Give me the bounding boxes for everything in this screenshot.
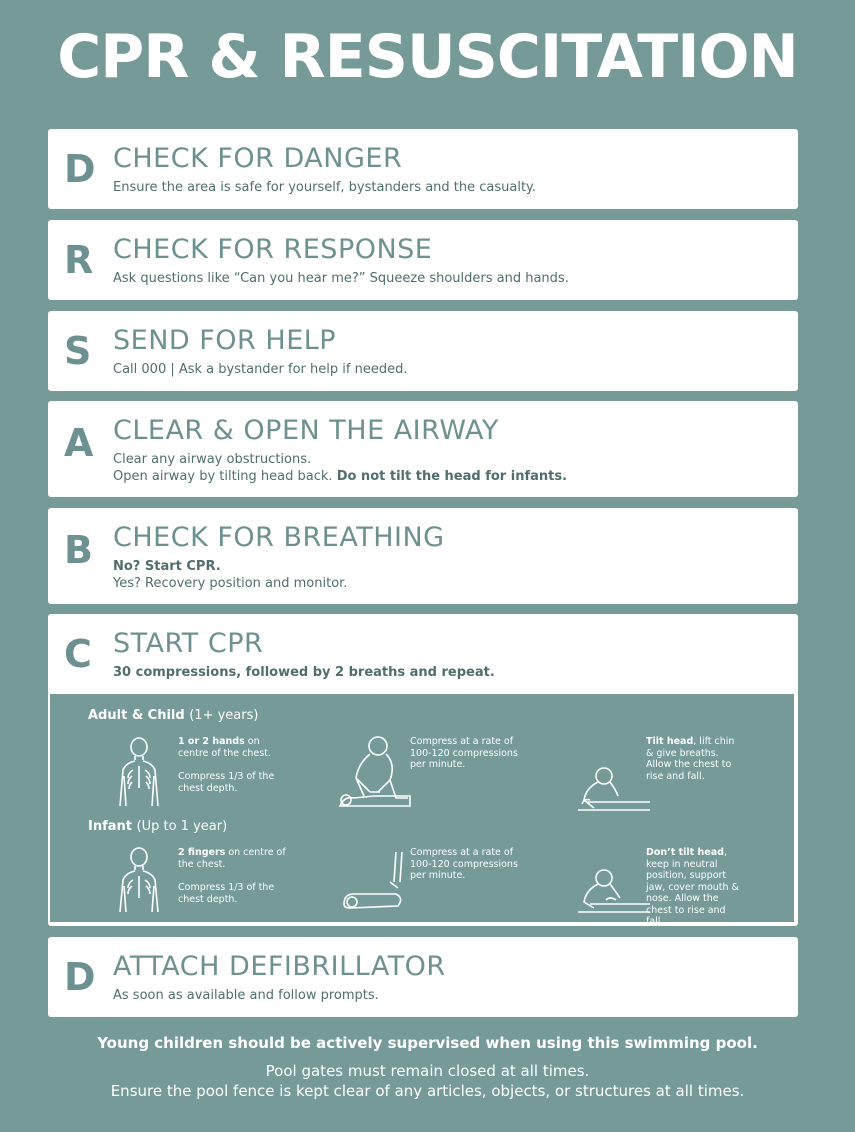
step-letter: D	[64, 147, 96, 191]
step-description: Ensure the area is safe for yourself, bystanders and the casualty.	[113, 180, 537, 195]
infant-rate-text: Compress at a rate of 100-120 compressions per minute.	[410, 847, 518, 881]
adult-child-title: Adult & Child (1+ years)	[88, 708, 259, 723]
step-description	[113, 451, 567, 485]
pool-fence-notice: Ensure the pool fence is kept clear of any articles, objects, or structures at all times.	[110, 1082, 745, 1100]
infant-fingers-text: 2 fingers on centre of the chest. Compress 1/3 of the chest depth.	[178, 847, 286, 905]
step-description: Call 000 | Ask a bystander for help if needed.	[113, 362, 408, 377]
step-description	[113, 558, 347, 592]
step-heading: CHECK FOR DANGER	[113, 143, 403, 174]
airway-line-1: Clear any airway obstructions.	[113, 452, 312, 467]
adult-compression-figure-icon	[334, 734, 414, 814]
infant-chest-figure-icon	[114, 846, 164, 912]
adult-tilt-head-text: Tilt head, lift chin & give breaths. Allow the chest to rise and fall.	[646, 736, 735, 782]
infant-breath-figure-icon	[576, 868, 652, 916]
step-airway	[48, 401, 798, 497]
supervision-notice: Young children should be actively supervised when using this swimming pool.	[97, 1034, 758, 1052]
step-heading: CHECK FOR RESPONSE	[113, 234, 433, 265]
step-letter: R	[64, 238, 94, 282]
step-letter: D	[64, 955, 96, 999]
step-heading: CHECK FOR BREATHING	[113, 522, 445, 553]
step-heading: ATTACH DEFIBRILLATOR	[113, 951, 446, 982]
step-description: 30 compressions, followed by 2 breaths and repeat.	[113, 665, 495, 680]
infant-no-tilt-text: Don’t tilt head, keep in neutral position, support jaw, cover mouth & nose. Allow the chest to rise and fall.	[646, 847, 739, 927]
breathing-line-1: No? Start CPR.	[113, 559, 221, 574]
infant-compression-figure-icon	[340, 852, 410, 914]
airway-warning: Do not tilt the head for infants.	[336, 469, 568, 484]
step-breathing	[48, 508, 798, 604]
step-letter: B	[64, 528, 93, 572]
step-defibrillator	[48, 937, 798, 1017]
breathing-line-2: Yes? Recovery position and monitor.	[113, 576, 348, 591]
pool-gates-notice: Pool gates must remain closed at all times.	[265, 1062, 590, 1080]
step-heading: CLEAR & OPEN THE AIRWAY	[113, 415, 499, 446]
step-letter: C	[64, 632, 92, 676]
step-description: As soon as available and follow prompts.	[113, 988, 379, 1003]
step-description: Ask questions like “Can you hear me?” Squeeze shoulders and hands.	[113, 271, 569, 286]
step-letter: S	[64, 329, 92, 373]
page-title: CPR & RESUSCITATION	[57, 22, 798, 92]
step-letter: A	[64, 421, 94, 465]
adult-hands-text: 1 or 2 hands on centre of the chest. Compress 1/3 of the chest depth.	[178, 736, 275, 794]
infant-title: Infant (Up to 1 year)	[88, 819, 228, 834]
airway-line-2: Open airway by tilting head back.	[113, 469, 337, 484]
adult-breath-figure-icon	[576, 766, 652, 814]
adult-rate-text: Compress at a rate of 100-120 compressions per minute.	[410, 736, 518, 770]
step-heading: START CPR	[113, 628, 264, 659]
step-heading: SEND FOR HELP	[113, 325, 337, 356]
step-response	[48, 220, 798, 300]
step-cpr	[48, 614, 798, 926]
step-send-for-help	[48, 311, 798, 391]
step-danger	[48, 129, 798, 209]
adult-chest-figure-icon	[114, 736, 164, 806]
cpr-instructions-panel	[50, 694, 794, 927]
